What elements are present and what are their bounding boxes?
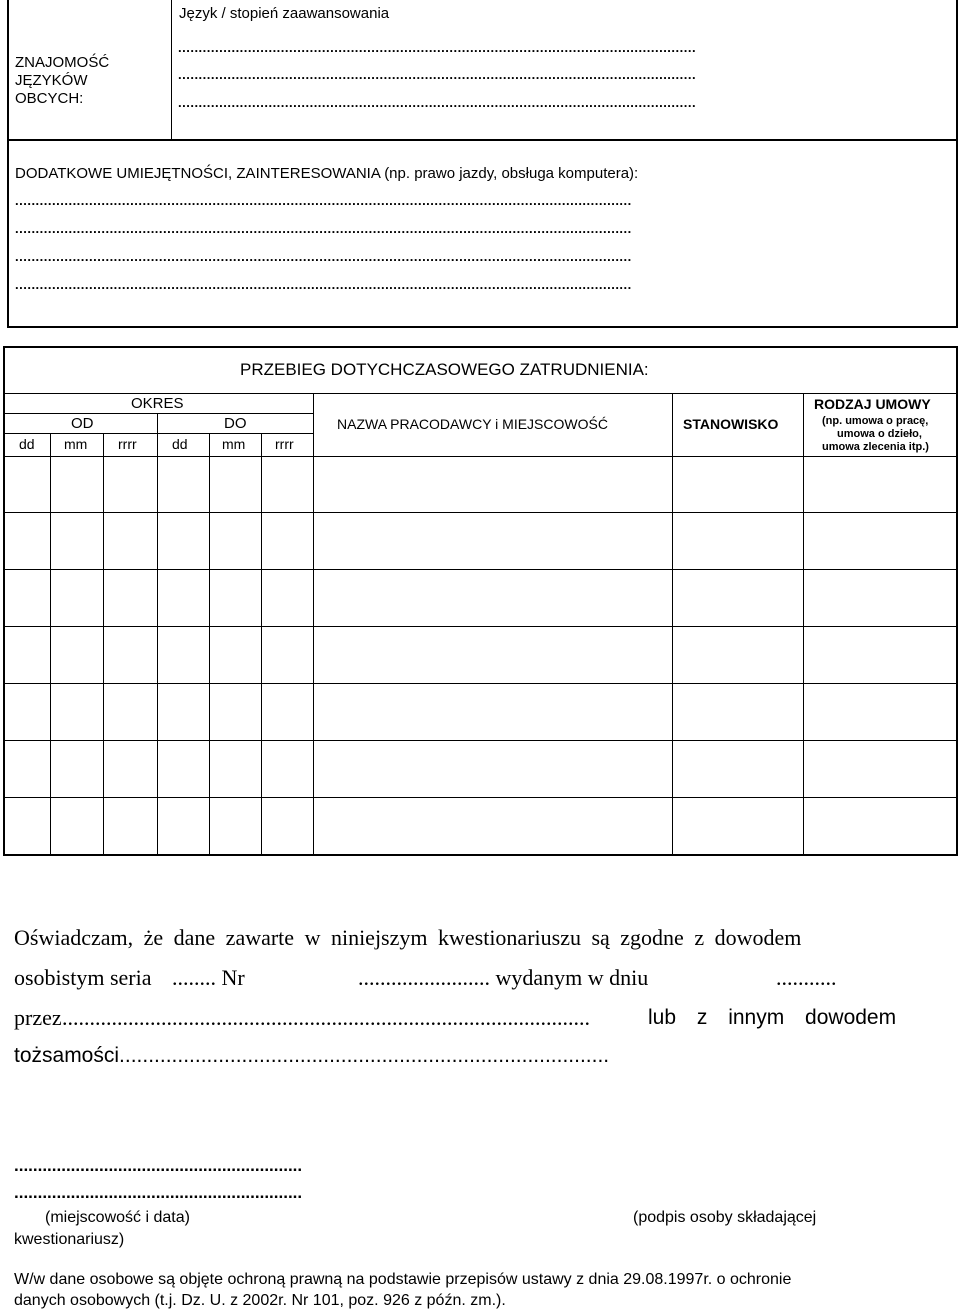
languages-line-1[interactable]: ..............................................................................................................................	[178, 40, 697, 55]
row-rule-3	[5, 626, 956, 627]
footer-line-1: W/w dane osobowe są objęte ochroną prawną na podstawie przepisów ustawy z dnia 29.08.1997r. o ochronie	[14, 1271, 792, 1288]
signature-label: (podpis osoby składającej	[633, 1209, 817, 1226]
declaration-line-2-seria: osobistym seria	[14, 965, 152, 990]
signature-label-2: kwestionariusz)	[14, 1231, 125, 1248]
date-col-1: dd	[19, 436, 35, 452]
row-rule-6	[5, 797, 956, 798]
date-col-4: dd	[172, 436, 188, 452]
languages-divider	[171, 0, 172, 140]
od-do-divider	[157, 413, 158, 855]
signature-dots-1[interactable]: .............................................................	[14, 1156, 303, 1175]
skills-line-1[interactable]: ......................................................................................................................................................	[15, 193, 632, 208]
languages-label-1: ZNAJOMOŚĆ	[15, 54, 110, 71]
employer-header: NAZWA PRACODAWCY i MIEJSCOWOŚĆ	[337, 416, 608, 432]
col-line-4	[209, 433, 210, 855]
skills-line-4[interactable]: ......................................................................................................................................................	[15, 277, 632, 292]
place-date-label: (miejscowość i data)	[45, 1209, 190, 1226]
col-line-6	[313, 393, 314, 855]
declaration-line-2-wyd[interactable]: ........................ wydanym w dniu	[358, 965, 649, 990]
footer-line-2: danych osobowych (t.j. Dz. U. z 2002r. Nr 101, poz. 926 z późn. zm.).	[14, 1292, 506, 1309]
col-line-7	[672, 393, 673, 855]
row-rule-4	[5, 683, 956, 684]
date-col-5: mm	[222, 436, 246, 452]
declaration-line-1: Oświadczam, że dane zawarte w niniejszym kwestionariuszu są zgodne z dowodem	[14, 925, 802, 950]
okres-label: OKRES	[131, 395, 184, 412]
skills-title: DODATKOWE UMIEJĘTNOŚCI, ZAINTERESOWANIA (np. prawo jazdy, obsługa komputera):	[15, 165, 639, 182]
declaration-line-3-lub: lub z innym dowodem	[648, 1006, 897, 1029]
declaration-line-3-przez: przez	[14, 1005, 62, 1030]
contract-note-2: umowa o dzieło,	[837, 428, 922, 440]
contract-note-3: umowa zlecenia itp.)	[822, 441, 929, 453]
skills-line-3[interactable]: ......................................................................................................................................................	[15, 249, 632, 264]
header-bottom-rule	[5, 456, 956, 457]
languages-label-2: JĘZYKÓW	[15, 72, 88, 89]
date-col-2: mm	[64, 436, 88, 452]
date-col-3: rrrr	[118, 436, 137, 452]
date-col-6: rrrr	[275, 436, 294, 452]
languages-line-3[interactable]: ..............................................................................................................................	[178, 95, 697, 110]
col-line-1	[50, 433, 51, 855]
okres-rule	[5, 413, 313, 414]
declaration-line-2-nr[interactable]: ........ Nr	[172, 965, 245, 990]
row-rule-5	[5, 740, 956, 741]
declaration-line-4[interactable]: tożsamości....................................................................................	[14, 1044, 610, 1067]
date-subheader-rule	[5, 433, 313, 434]
languages-line-2[interactable]: ..............................................................................................................................	[178, 67, 697, 82]
col-line-8	[803, 393, 804, 855]
languages-header: Język / stopień zaawansowania	[179, 5, 390, 22]
od-label: OD	[71, 415, 94, 432]
col-line-2	[103, 433, 104, 855]
skills-line-2[interactable]: ......................................................................................................................................................	[15, 221, 632, 236]
row-rule-2	[5, 569, 956, 570]
signature-dots-2[interactable]: .............................................................	[14, 1183, 303, 1202]
do-label: DO	[224, 415, 247, 432]
contract-note-1: (np. umowa o pracę,	[822, 415, 929, 427]
col-line-5	[261, 433, 262, 855]
contract-header: RODZAJ UMOWY	[814, 396, 931, 412]
position-header: STANOWISKO	[683, 416, 779, 432]
row-rule-1	[5, 512, 956, 513]
declaration-line-3-dots[interactable]: ................................................................................................	[62, 1005, 590, 1030]
employment-title: PRZEBIEG DOTYCHCZASOWEGO ZATRUDNIENIA:	[240, 360, 649, 379]
declaration-line-2-end[interactable]: ...........	[776, 965, 837, 990]
employment-title-rule	[5, 393, 956, 394]
languages-label-3: OBCYCH:	[15, 90, 84, 107]
